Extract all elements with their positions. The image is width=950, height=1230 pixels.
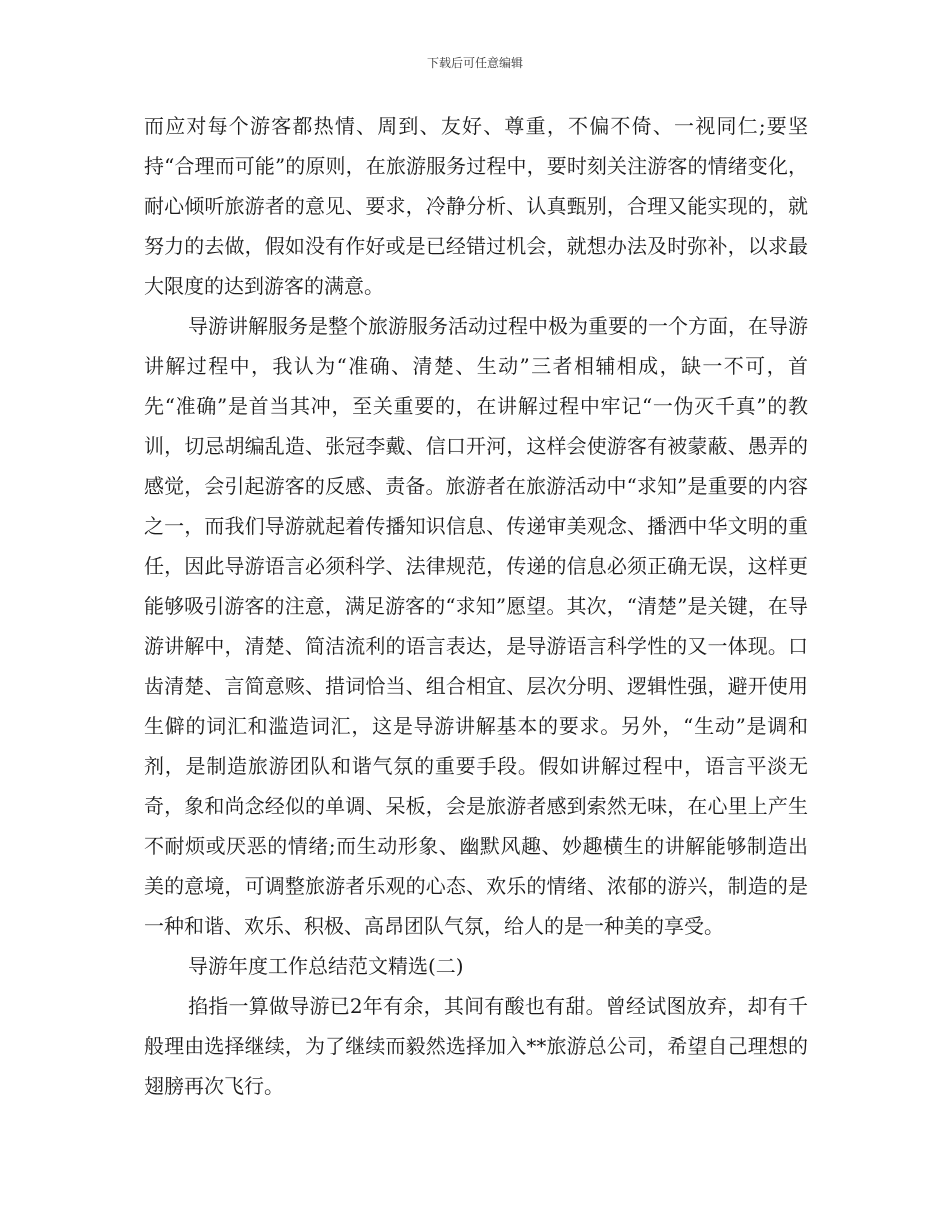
paragraph-service-attitude: 而应对每个游客都热情、周到、友好、尊重，不偏不倚、一视同仁;要坚持“合理而可能”的原则，在旅游服务过程中，要时刻关注游客的情绪变化，耐心倾听旅游者的意见、要求，冷静分析、认真甄别，合理又能实现的，就努力的去做，假如没有作好或是已经错过机会，就想办法及时弥补，以求最大限度的达到游客的满意。 bbox=[144, 114, 808, 298]
page-header: 下载后可任意编辑 bbox=[426, 56, 523, 70]
paragraph-guide-explanation: 导游讲解服务是整个旅游服务活动过程中极为重要的一个方面，在导游讲解过程中，我认为“准确、清楚、生动”三者相辅相成，缺一不可，首先“准确”是首当其冲，至关重要的，在讲解过程中牢记“一伪灭千真”的教训，切忌胡编乱造、张冠李戴、信口开河，这样会使游客有被蒙蔽、愚弄的感觉，会引起游客的反感、责备。旅游者在旅游活动中“求知”是重要的内容之一，而我们导游就起着传播知识信息、传递审美观念、播洒中华文明的重任，因此导游语言必须科学、法律规范，传递的信息必须正确无误，这样更能够吸引游客的注意，满足游客的“求知”愿望。其次，“清楚”是关键，在导游讲解中，清楚、简洁流利的语言表达，是导游语言科学性的又一体现。口齿清楚、言简意赅、措词恰当、组合相宜、层次分明、逻辑性强，避开使用生僻的词汇和滥造词汇，这是导游讲解基本的要求。另外，“生动”是调和剂，是制造旅游团队和谐气氛的重要手段。假如讲解过程中，语言平淡无奇，象和尚念经似的单调、呆板，会是旅游者感到索然无味，在心里上产生不耐烦或厌恶的情绪;而生动形象、幽默风趣、妙趣横生的讲解能够制造出美的意境，可调整旅游者乐观的心态、欢乐的情绪、浓郁的游兴，制造的是一种和谐、欢乐、积极、高昂团队气氛，给人的是一种美的享受。 bbox=[144, 314, 808, 938]
paragraph-experience: 掐指一算做导游已2年有余，其间有酸也有甜。曾经试图放弃，却有千般理由选择继续，为了继续而毅然选择加入**旅游总公司，希望自己理想的翅膀再次飞行。 bbox=[144, 994, 808, 1098]
section-title: 导游年度工作总结范文精选(二) bbox=[188, 954, 464, 978]
document-body bbox=[144, 106, 808, 1106]
